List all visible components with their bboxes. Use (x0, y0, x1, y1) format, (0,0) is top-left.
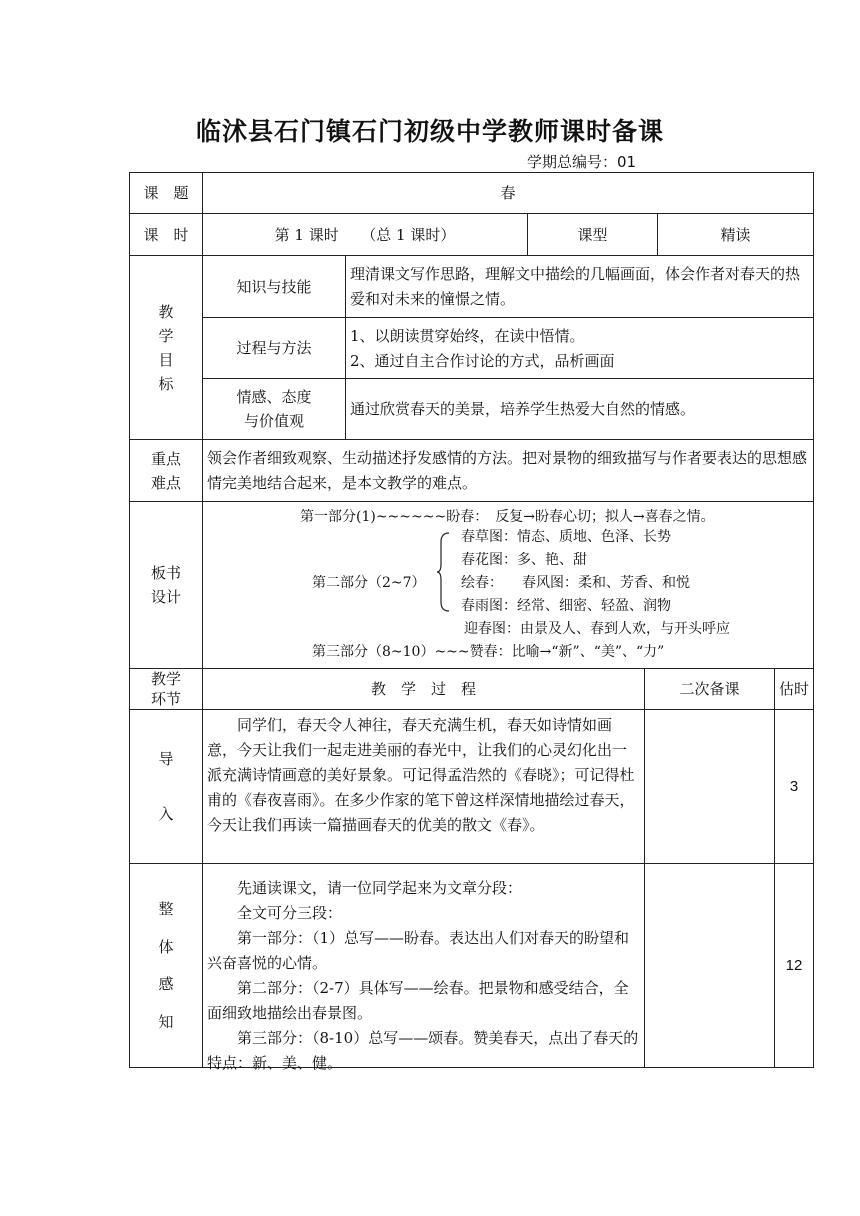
overview-text: 先通读课文，请一位同学起来为文章分段： 全文可分三段： 第一部分：（1）总写——盼春。表达出人们对春天的盼望和兴奋喜悦的心情。 第二部分：（2-7）具体写——绘春。把景物和感受结合，全面细致地描绘出春景图。 第三部分：（8-10）总写——颂春。赞美春天，点出了春天的特点：新、美、健。 (202, 863, 645, 1068)
board-label: 板书 设计 (129, 501, 203, 669)
overview-second-prep (644, 863, 775, 1068)
goal-emotion-text: 通过欣赏春天的美景，培养学生热爱大自然的情感。 (345, 378, 814, 440)
keypoints-label: 重点 难点 (129, 439, 203, 502)
board-line-wind: 春风图：柔和、芳香、和悦 (522, 575, 690, 591)
board-draw-label: 绘春： (461, 575, 503, 591)
second-prep-header: 二次备课 (644, 668, 775, 710)
intro-second-prep (644, 709, 775, 864)
intro-label: 导 入 (129, 709, 203, 864)
serial-number: 学期总编号：01 (527, 153, 637, 171)
goal-process-text: 1、以朗读贯穿始终，在读中悟情。 2、通过自主合作讨论的方式，品析画面 (345, 317, 814, 379)
lesson-type-label: 课型 (527, 213, 658, 256)
board-line-flower: 春花图：多、艳、甜 (461, 552, 587, 568)
board-line-part3: 第三部分（8~10）~~~赞春：比喻→“新”、“美”、“力” (312, 644, 665, 660)
period-value: 第 1 课时 （总 1 课时） (202, 213, 528, 256)
goal-knowledge-text: 理清课文写作思路，理解文中描绘的几幅画面，体会作者对春天的热爱和对未来的憧憬之情。 (345, 255, 814, 318)
goal-emotion-label: 情感、态度 与价值观 (202, 378, 346, 440)
goals-label: 教 学 目 标 (129, 255, 203, 440)
period-label: 课 时 (129, 213, 203, 256)
topic-value: 春 (202, 172, 814, 214)
intro-time: 3 (774, 709, 814, 864)
board-line-rain: 春雨图：经常、细密、轻盈、润物 (461, 598, 671, 614)
topic-label: 课 题 (129, 172, 203, 214)
brace-icon (436, 532, 450, 612)
overview-time: 12 (774, 863, 814, 1068)
stage-header: 教学 环节 (129, 668, 203, 710)
board-part2-label: 第二部分（2~7） (312, 575, 426, 591)
board-line-welcome: 迎春图：由景及人、春到人欢，与开头呼应 (464, 621, 730, 637)
page-title: 临沭县石门镇石门初级中学教师课时备课 (195, 117, 664, 146)
keypoints-text: 领会作者细致观察、生动描述抒发感情的方法。把对景物的细致描写与作者要表达的思想感情完美地结合起来，是本文教学的难点。 (202, 439, 814, 502)
goal-process-label: 过程与方法 (202, 317, 346, 379)
process-header: 教 学 过 程 (202, 668, 645, 710)
intro-text: 同学们，春天令人神往，春天充满生机，春天如诗情如画意，今天让我们一起走进美丽的春光中，让我们的心灵幻化出一派充满诗情画意的美好景象。可记得孟浩然的《春晓》；可记得杜甫的《春夜喜雨》。在多少作家的笔下曾这样深情地描绘过春天，今天让我们再读一篇描画春天的优美的散文《春》。 (202, 709, 645, 864)
board-line-grass: 春草图：情态、质地、色泽、长势 (461, 529, 671, 545)
lesson-type-value: 精读 (657, 213, 814, 256)
overview-label: 整 体 感 知 (129, 863, 203, 1068)
goal-knowledge-label: 知识与技能 (202, 255, 346, 318)
time-header: 估时 (774, 668, 814, 710)
board-line-part1: 第一部分(1)~~~~~~盼春： 反复→盼春心切；拟人→喜春之情。 (300, 509, 715, 525)
